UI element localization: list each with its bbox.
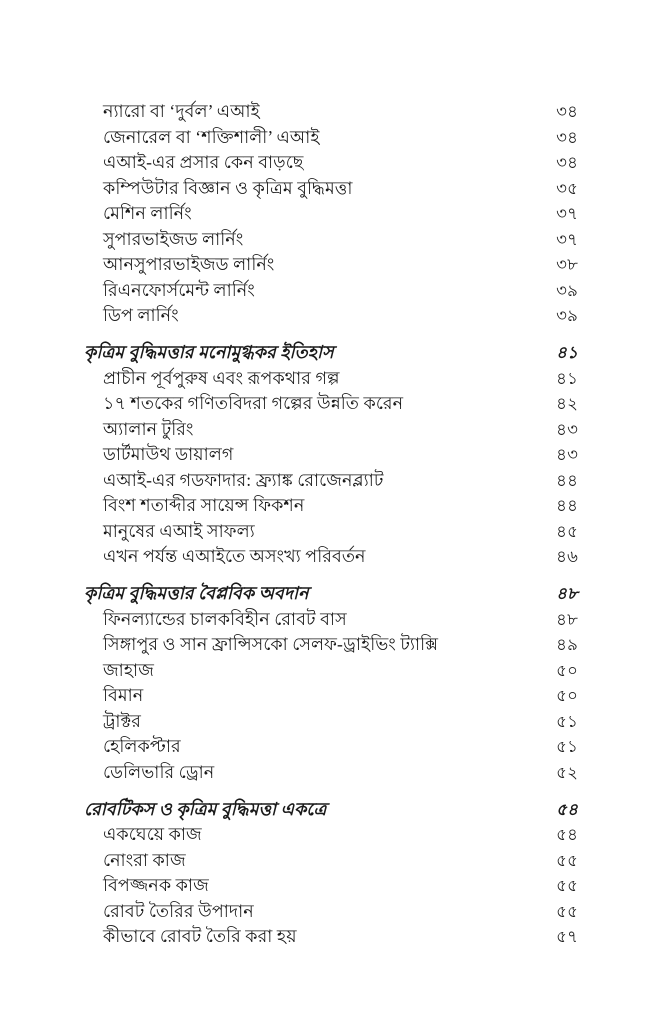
toc-page-number: ৫৪ [556, 825, 578, 844]
toc-entry-title: জেনারেল বা ‘শক্তিশালী’ এআই [103, 126, 320, 147]
toc-entry-row[interactable] [84, 176, 578, 202]
toc-entry-title: বিমান [103, 685, 144, 705]
toc-page-number: ৩৯ [556, 306, 578, 325]
toc-entry-row[interactable] [84, 278, 578, 304]
toc-entry-title: এখন পর্যন্ত এআইতে অসংখ্য পরিবর্তন [103, 546, 366, 566]
toc-page-number: ৫৫ [556, 876, 578, 895]
toc-page-number: ৪১ [556, 343, 578, 362]
toc-entry-title: জাহাজ [103, 659, 154, 680]
toc-entry-title: আনসুপারভাইজড লার্নিং [103, 254, 275, 274]
toc-entry-row[interactable] [84, 760, 578, 786]
toc-page-number: ৩৫ [556, 178, 578, 198]
toc-entry-title: হেলিকপ্টার [103, 736, 181, 756]
toc-page-number: ৪১ [556, 368, 578, 388]
toc-entry-row[interactable] [84, 873, 578, 899]
toc-entry-row[interactable] [84, 658, 578, 684]
toc-page-number: ৪৩ [556, 445, 578, 464]
toc-entry-row[interactable] [84, 544, 578, 570]
toc-entry-row[interactable] [84, 734, 578, 760]
toc-section-row[interactable] [84, 581, 578, 607]
toc-entry-title: এআই-এর প্রসার কেন বাড়ছে [103, 152, 304, 172]
toc-page-number: ৫৫ [556, 850, 578, 870]
toc-page-number: ৪৫ [556, 521, 578, 541]
toc-entry-title: ডেলিভারি ড্রোন [103, 761, 215, 782]
toc-entry-row[interactable] [84, 822, 578, 848]
toc-entry-title: মেশিন লার্নিং [103, 203, 192, 223]
toc-entry-row[interactable] [84, 442, 578, 468]
toc-entry-title: রিএনফোর্সমেন্ট লার্নিং [103, 279, 255, 300]
toc-page-number: ৩৪ [556, 102, 578, 121]
toc-entry-row[interactable] [84, 924, 578, 950]
toc-section-row[interactable] [84, 797, 578, 823]
toc-page-number: ৩৪ [556, 153, 578, 172]
toc-section-title: কৃত্রিম বুদ্ধিমত্তার বৈপ্লবিক অবদান [84, 583, 309, 603]
toc-entry-row[interactable] [84, 227, 578, 253]
toc-entry-title: নোংরা কাজ [103, 849, 186, 870]
toc-page-number: ৪৪ [556, 496, 578, 515]
toc-page-number: ৩৮ [556, 255, 578, 274]
toc-page-number: ৪৩ [556, 419, 578, 439]
toc-entry-title: রোবট তৈরির উপাদান [103, 900, 254, 921]
toc-page-number: ৩৪ [556, 127, 578, 147]
toc-entry-title: অ্যালান টুরিং [103, 418, 194, 439]
toc-entry-row[interactable] [84, 899, 578, 925]
toc-entry-row[interactable] [84, 493, 578, 519]
toc-entry-title: ফিনল্যান্ডের চালকবিহীন রোবট বাস [103, 608, 347, 629]
toc-entry-row[interactable] [84, 709, 578, 735]
toc-entry-title: মানুষের এআই সাফল্য [103, 520, 255, 541]
toc-list [84, 99, 578, 950]
toc-section-title: রোবটিকস ও কৃত্রিম বুদ্ধিমত্তা একত্রে [84, 798, 327, 819]
toc-entry-row[interactable] [84, 99, 578, 125]
toc-entry-title: ন্যারো বা ‘দুর্বল’ এআই [103, 101, 260, 121]
toc-entry-row[interactable] [84, 150, 578, 176]
toc-entry-title: সুপারভাইজড লার্নিং [103, 228, 244, 249]
toc-entry-row[interactable] [84, 201, 578, 227]
toc-page-number: ৪৯ [556, 635, 578, 654]
toc-page-number: ৩৭ [556, 204, 578, 223]
toc-page-number: ৫০ [556, 686, 578, 705]
toc-entry-title: ১৭ শতকের গণিতবিদরা গল্পের উন্নতি করেন [103, 393, 404, 413]
toc-entry-title: ডিপ লার্নিং [103, 305, 179, 325]
toc-entry-row[interactable] [84, 519, 578, 545]
toc-entry-row[interactable] [84, 683, 578, 709]
toc-entry-row[interactable] [84, 417, 578, 443]
toc-entry-title: ট্রাক্টর [103, 710, 141, 731]
toc-page-number: ৪৮ [556, 609, 578, 629]
toc-page-number: ৫১ [556, 711, 578, 731]
toc-entry-row[interactable] [84, 468, 578, 494]
toc-page-number: ৫৭ [556, 927, 578, 946]
toc-entry-title: সিঙ্গাপুর ও সান ফ্রান্সিসকো সেলফ-ড্রাইভিং ট্যাক্সি [103, 634, 439, 654]
toc-page-number: ৫৪ [556, 799, 578, 819]
toc-entry-title: ডার্টমাউথ ডায়ালগ [103, 444, 234, 464]
toc-entry-row[interactable] [84, 252, 578, 278]
toc-section-title: কৃত্রিম বুদ্ধিমত্তার মনোমুগ্ধকর ইতিহাস [84, 342, 334, 362]
toc-page-number: ৫৫ [556, 901, 578, 921]
toc-entry-row[interactable] [84, 607, 578, 633]
toc-entry-title: কীভাবে রোবট তৈরি করা হয় [103, 926, 297, 946]
toc-page-number: ৪৪ [556, 470, 578, 490]
toc-entry-row[interactable] [84, 366, 578, 392]
toc-entry-row[interactable] [84, 632, 578, 658]
toc-entry-title: কম্পিউটার বিজ্ঞান ও কৃত্রিম বুদ্ধিমত্তা [103, 177, 353, 198]
toc-entry-title: প্রাচীন পূর্বপুরুষ এবং রূপকথার গল্প [103, 367, 340, 388]
toc-entry-title: এআই-এর গডফাদার: ফ্র্যাঙ্ক রোজেনব্ল্যাট [103, 469, 384, 490]
toc-page-number: ৩৯ [556, 280, 578, 300]
toc-page-number: ৪২ [556, 394, 578, 413]
toc-entry-row[interactable] [84, 391, 578, 417]
toc-entry-title: বিপজ্জনক কাজ [103, 875, 209, 895]
toc-entry-row[interactable] [84, 125, 578, 151]
toc-page-number: ৪৬ [556, 547, 578, 566]
toc-entry-title: বিংশ শতাব্দীর সায়েন্স ফিকশন [103, 495, 305, 515]
toc-entry-title: একঘেয়ে কাজ [103, 824, 202, 844]
toc-page-number: ৫১ [556, 737, 578, 756]
toc-section-row[interactable] [84, 340, 578, 366]
toc-page-number: ৪৮ [556, 584, 578, 603]
toc-entry-row[interactable] [84, 303, 578, 329]
toc-page-number: ৫২ [556, 762, 578, 782]
toc-page-number: ৫০ [556, 660, 578, 680]
toc-page-number: ৩৭ [556, 229, 578, 249]
toc-entry-row[interactable] [84, 848, 578, 874]
